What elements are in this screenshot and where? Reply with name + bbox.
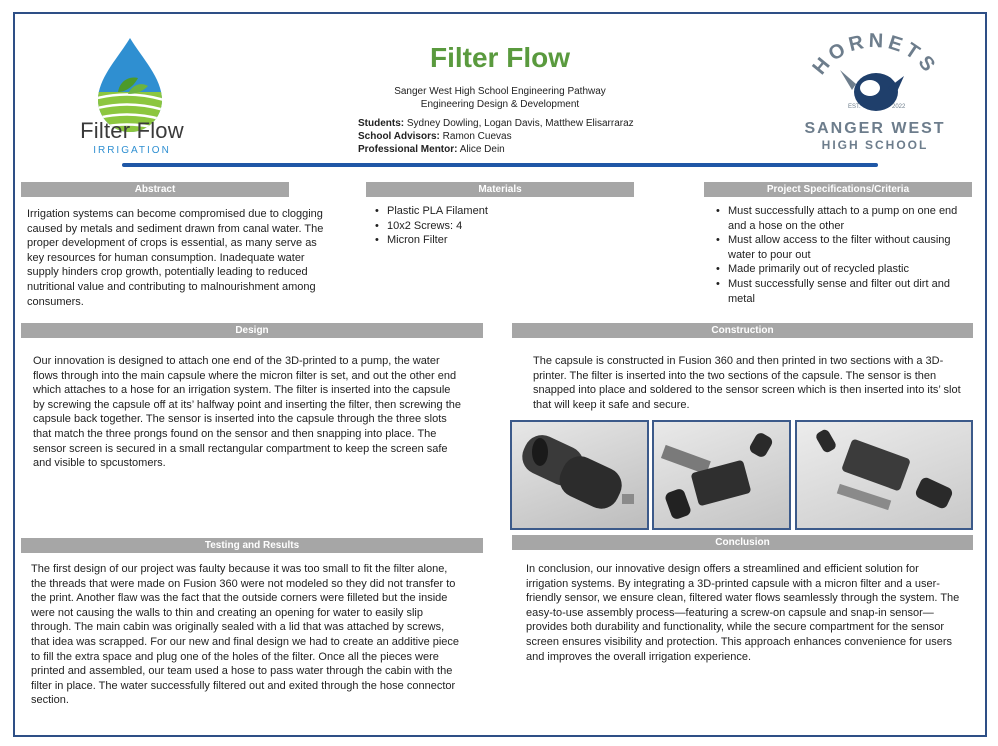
- poster-title: Filter Flow: [430, 42, 570, 73]
- advisors-label: School Advisors:: [358, 131, 440, 142]
- specs-item: • Made primarily out of recycled plastic: [716, 262, 972, 277]
- mentor-value: Alice Dein: [459, 144, 505, 155]
- hornet-mascot-icon: [800, 26, 950, 116]
- capsule-photo-2: [652, 420, 791, 530]
- students-label: Students:: [358, 118, 405, 129]
- mentor-label: Professional Mentor:: [358, 144, 458, 155]
- capsule-photo-1: [510, 420, 649, 530]
- est-label: EST.: [848, 104, 861, 110]
- construction-heading: Construction: [512, 323, 973, 338]
- est-year: 2022: [892, 104, 906, 110]
- construction-text: The capsule is constructed in Fusion 360 and then printed in two sections with a 3D-printer. The filter is inserted into the two sections of the capsule. The sensor is then snapped into place and soldered to the sensor screen which is then inserted into its’ slot that will keep it safe and secure.: [533, 355, 961, 411]
- materials-list: [375, 204, 625, 248]
- abstract-heading: Abstract: [21, 182, 289, 197]
- design-text: Our innovation is designed to attach one end of the 3D-printed to a pump, the water flows through into the main capsule where the micron filter is set, and out the other end which attaches to a hose for an irrigation system. The filter is inserted into the capsule by screwing the capsule off at its’ halfway point and inserting the filter, then screwing the capsule back together. The sensor is inserted into the capsule through the three slots that match the three prongs found on the sensor and then snapping into place. The sensor screen is secured in a small rectangular compartment to keep the screen safe and visible to spcustomers.: [33, 355, 462, 470]
- school-line: Sanger West High School Engineering Pathway: [394, 86, 606, 97]
- school-name-line1: SANGER WEST: [804, 120, 946, 137]
- specs-item: • Must successfully sense and filter out dirt and metal: [716, 277, 972, 306]
- capsule-photo-3: [795, 420, 973, 530]
- svg-text:HORNETS: [808, 30, 941, 79]
- students-value: Sydney Dowling, Logan Davis, Matthew Elisarraraz: [406, 118, 634, 129]
- specs-heading: Project Specifications/Criteria: [704, 182, 972, 197]
- specs-list: [716, 204, 972, 306]
- materials-heading: Materials: [366, 182, 634, 197]
- logo-tagline: IRRIGATION: [93, 145, 171, 156]
- logo-name: Filter Flow: [80, 118, 184, 143]
- materials-item: • 10x2 Screws: 4: [375, 219, 625, 234]
- materials-item: • Micron Filter: [375, 233, 625, 248]
- header-divider: [122, 163, 878, 167]
- advisors-credit: [358, 131, 512, 142]
- conclusion-text: In conclusion, our innovative design offers a streamlined and efficient solution for irrigation systems. By integrating a 3D-printed capsule with a micron filter and a user-friendly sensor, we ensure clean, filtered water flows seamlessly through the system. The easy-to-use assembly process—featuring a screw-on capsule and snap-in sensor—provides both durability and functionality, while the secure compartment for the sensor screen ensures visibility and protection. This approach enhances convenience for users and improves the overall irrigation experience.: [526, 563, 960, 663]
- testing-text: The first design of our project was faulty because it was too small to fit the filter alone, the threads that were made on Fusion 360 were not modeled so they did not transfer to the print. Another flaw was the fact that the outside corners were filleted but the inside were not causing the walls to thin and creating an opening for water to easily slip through. The main cabin was originally sealed with a lid that was attached by screws, that idea was scrapped. For our new and final design we had to create an additive piece to fill the extra space and plug one of the holes of the filter. Once all the pieces were printed and assembled, our team used a hose to pass water through the cabin with the filter in place. The water successfully filtered out and exited through the hose connector section.: [31, 563, 460, 707]
- students-credit: [358, 118, 634, 129]
- design-heading: Design: [21, 323, 483, 338]
- conclusion-heading: Conclusion: [512, 535, 973, 550]
- testing-heading: Testing and Results: [21, 538, 483, 553]
- course-line: Engineering Design & Development: [420, 99, 580, 110]
- school-name-line2: HIGH SCHOOL: [821, 138, 929, 152]
- mentor-credit: [358, 144, 505, 155]
- specs-item: • Must allow access to the filter without causing water to pour out: [716, 233, 972, 262]
- mascot-text: HORNETS: [808, 29, 942, 79]
- materials-item: • Plastic PLA Filament: [375, 204, 625, 219]
- advisors-value: Ramon Cuevas: [442, 131, 512, 142]
- abstract-text: Irrigation systems can become compromised due to clogging caused by metals and sediment drawn from canal water. The proper development of crops is essential, as many serve as key resources for human consumption. Inadequate water supply hinders crop growth, potentially leading to reduced nutritional value and contributing to malnourishment among consumers.: [27, 208, 324, 308]
- specs-item: • Must successfully attach to a pump on one end and a hose on the other: [716, 204, 972, 233]
